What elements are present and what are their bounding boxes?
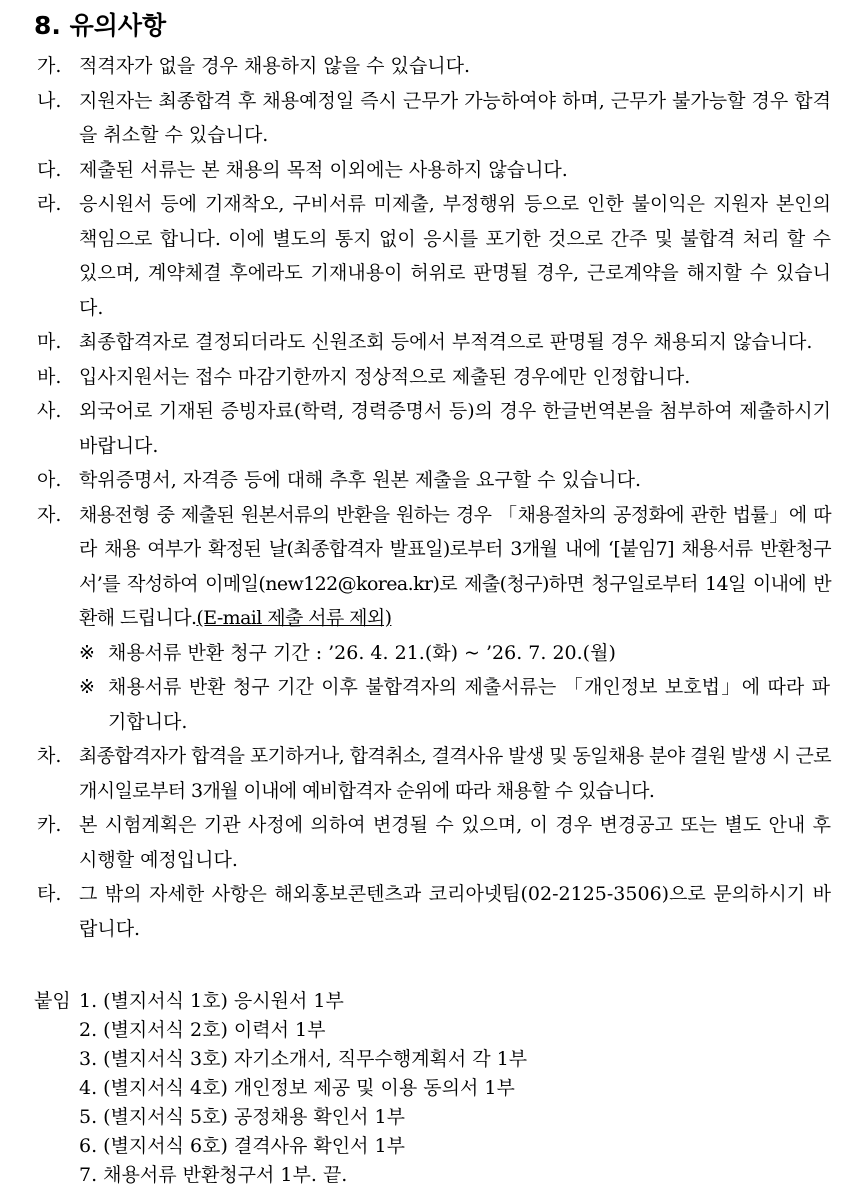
item-marker: 타.: [37, 883, 62, 905]
attachments: [0, 987, 860, 1190]
attachment-item: 3. (별지서식 3호) 자기소개서, 직무수행계획서 각 1부: [79, 1048, 528, 1070]
item-marker: 사.: [37, 400, 62, 422]
item-marker: 라.: [37, 193, 62, 215]
item-marker: 아.: [37, 469, 62, 491]
precaution-item-ma: [0, 325, 860, 360]
item-text: 외국어로 기재된 증빙자료(학력, 경력증명서 등)의 경우 한글번역본을 첨부하여 제출하시기 바랍니다.: [79, 400, 831, 457]
precaution-item-ga: [0, 49, 860, 84]
precaution-item-ba: [0, 360, 860, 395]
item-marker: 카.: [37, 814, 62, 836]
precaution-item-ja: [0, 498, 860, 740]
note-text: 채용서류 반환 청구 기간 이후 불합격자의 제출서류는 「개인정보 보호법」에 따라 파기합니다.: [108, 676, 830, 733]
item-marker: 나.: [37, 89, 62, 112]
precaution-item-da: [0, 153, 860, 188]
section-title: 8. 유의사항: [34, 11, 167, 40]
item-text: [79, 498, 831, 636]
item-marker: 차.: [37, 745, 62, 767]
item-text: 최종합격자가 합격을 포기하거나, 합격취소, 결격사유 발생 및 동일채용 분야 결원 발생 시 근로개시일로부터 3개월 이내에 예비합격자 순위에 따라 채용할 수 있습니다.: [79, 745, 831, 802]
item-marker: 바.: [37, 365, 62, 388]
item-text: 최종합격자로 결정되더라도 신원조회 등에서 부적격으로 판명될 경우 채용되지 않습니다.: [79, 331, 813, 353]
attachment-item: 7. 채용서류 반환청구서 1부. 끝.: [79, 1164, 348, 1186]
return-period-notes: [0, 636, 860, 740]
precaution-item-ta: [0, 877, 860, 946]
reference-mark: ※: [79, 676, 95, 698]
precaution-item-ka: [0, 808, 860, 877]
item-marker: 자.: [37, 503, 62, 526]
email-exclusion-note: (E-mail 제출 서류 제외): [196, 607, 392, 629]
attachments-list: [79, 987, 860, 1190]
item-text: 학위증명서, 자격증 등에 대해 추후 원본 제출을 요구할 수 있습니다.: [79, 469, 641, 491]
precaution-item-a: [0, 463, 860, 498]
item-text: 응시원서 등에 기재착오, 구비서류 미제출, 부정행위 등으로 인한 불이익은 지원자 본인의 책임으로 합니다. 이에 별도의 통지 없이 응시를 포기한 것으로 간주 및 불합격 처리 할 수 있으며, 계약체결 후에라도 기재내용이 허위로 판명될 경우, 근로계약을 해지할 수 있습니다.: [79, 193, 831, 319]
precaution-item-cha: [0, 739, 860, 808]
attachment-item: 2. (별지서식 2호) 이력서 1부: [79, 1019, 326, 1041]
precaution-item-sa: [0, 394, 860, 463]
item-marker: 마.: [37, 331, 62, 353]
attachment-item: 5. (별지서식 5호) 공정채용 확인서 1부: [79, 1106, 405, 1128]
item-text: 적격자가 없을 경우 채용하지 않을 수 있습니다.: [79, 55, 471, 77]
item-marker: 다.: [37, 158, 62, 181]
attachments-label: 붙임: [34, 990, 71, 1012]
attachment-item: 4. (별지서식 4호) 개인정보 제공 및 이용 동의서 1부: [79, 1077, 515, 1099]
precaution-item-ra: [0, 187, 860, 325]
item-text: 본 시험계획은 기관 사정에 의하여 변경될 수 있으며, 이 경우 변경공고 또는 별도 안내 후 시행할 예정입니다.: [79, 814, 831, 871]
precaution-item-na: [0, 84, 860, 153]
document-return-text: 채용전형 중 제출된 원본서류의 반환을 원하는 경우 「채용절차의 공정화에 관한 법률」에 따라 채용 여부가 확정된 날(최종합격자 발표일)로부터 3개월 내에 ‘[붙임7] 채용서류 반환청구서’를 작성하여 이메일(new122@korea.kr)로 제출(청구)하면 청구일로부터 14일 이내에 반환해 드립니다.: [79, 503, 831, 629]
note-text: 채용서류 반환 청구 기간 : ’26. 4. 21.(화) ~ ’26. 7. 20.(월): [108, 641, 616, 664]
note-disposal: [0, 670, 860, 739]
item-text: 그 밖의 자세한 사항은 해외홍보콘텐츠과 코리아넷팀(02-2125-3506)으로 문의하시기 바랍니다.: [79, 883, 831, 940]
precautions-list: [0, 49, 860, 946]
item-marker: 가.: [37, 55, 62, 77]
reference-mark: ※: [79, 641, 95, 664]
attachment-item: 1. (별지서식 1호) 응시원서 1부: [79, 990, 344, 1012]
note-return-period: [0, 636, 860, 671]
item-text: 제출된 서류는 본 채용의 목적 이외에는 사용하지 않습니다.: [79, 158, 568, 181]
item-text: 지원자는 최종합격 후 채용예정일 즉시 근무가 가능하여야 하며, 근무가 불가능할 경우 합격을 취소할 수 있습니다.: [79, 89, 831, 146]
item-text: 입사지원서는 접수 마감기한까지 정상적으로 제출된 경우에만 인정합니다.: [79, 365, 691, 388]
attachment-item: 6. (별지서식 6호) 결격사유 확인서 1부: [79, 1135, 405, 1157]
